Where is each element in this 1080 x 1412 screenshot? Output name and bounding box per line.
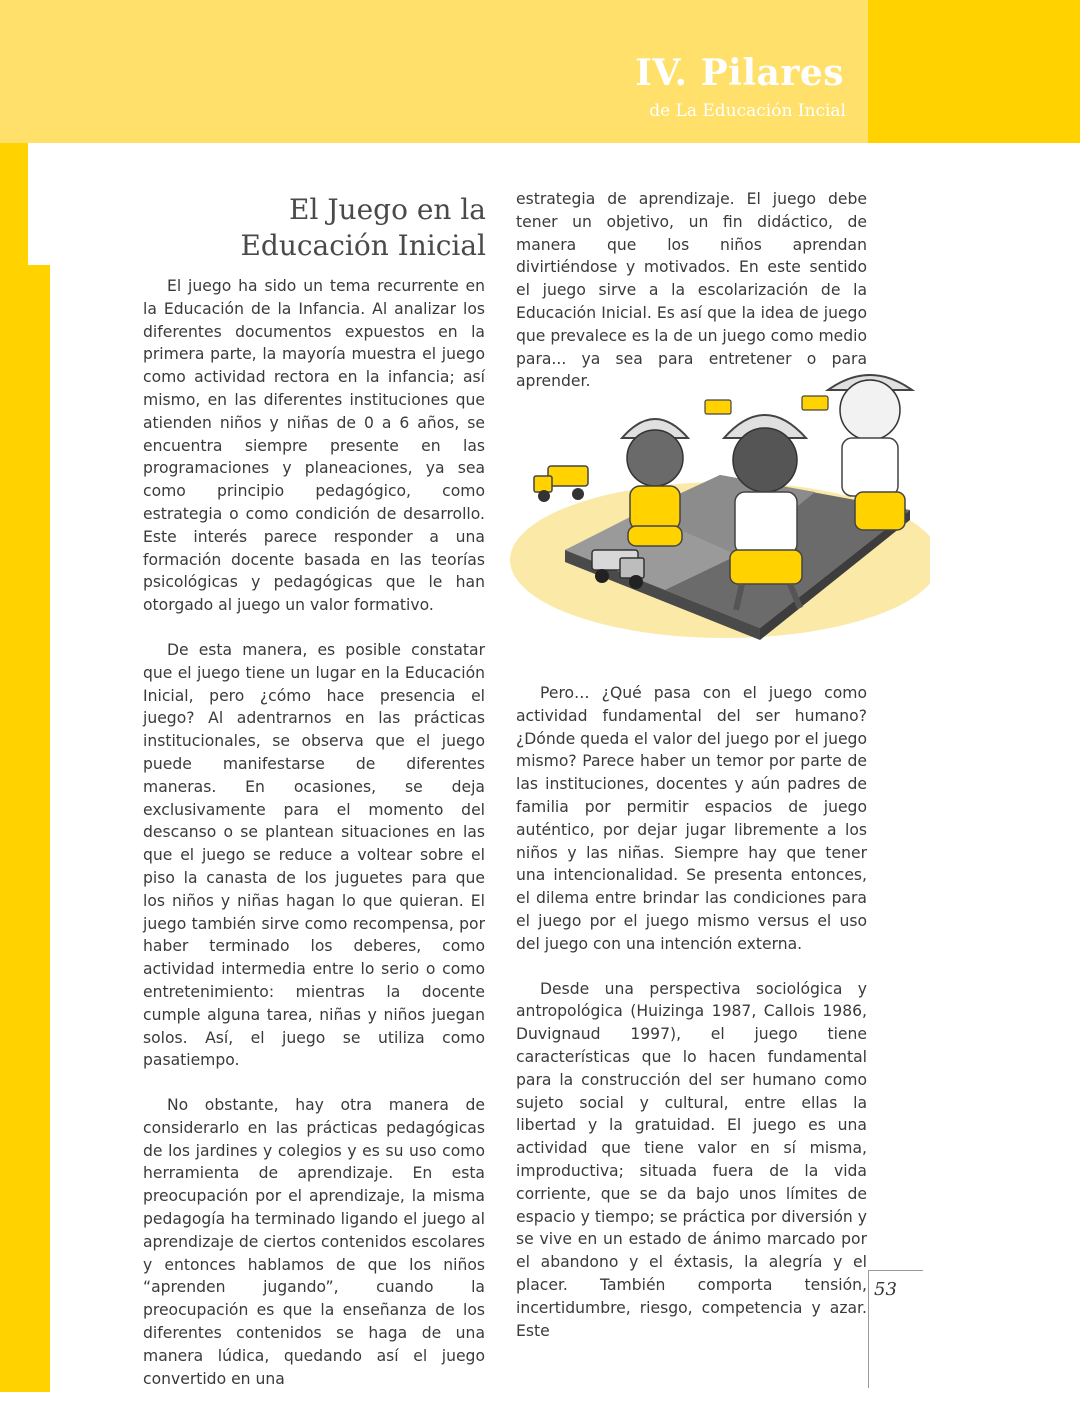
- margin-notch: [28, 143, 50, 265]
- right-column-bottom: [516, 682, 867, 1364]
- header-corner-block: [868, 0, 1080, 143]
- paragraph: El juego ha sido un tema recurrente en la Educación de la Infancia. Al analizar los diferentes documentos expuestos en la primera parte, la mayoría muestra el juego como actividad rectora en la infancia; así mismo, en las diferentes instituciones que atienden niños y niñas de 0 a 6 años, se encuentra siempre presente en las programaciones y planeaciones, ya sea como principio pedagógico, como estrategia o como condición de desarrollo. Este interés parece responder a una formación docente basada en las teorías psicológicas y pedagógicas que le han otorgado al juego un valor formativo.: [143, 277, 485, 615]
- chapter-title: IV. Pilares: [635, 52, 844, 94]
- page-number-rule-horizontal: [868, 1270, 923, 1271]
- paragraph: No obstante, hay otra manera de considerarlo en las prácticas pedagógicas de los jardines y colegios y es su uso como herramienta de aprendizaje. En esta preocupación por el aprendizaje, la misma pedagogía ha terminado ligando el juego al aprendizaje de ciertos contenidos escolares y entonces hablamos de que los niños “aprenden jugando”, cuando la preocupación es que la enseñanza de los diferentes contenidos se haga de una manera lúdica, quedando así el juego convertido en una: [143, 1096, 485, 1388]
- page-number-rule-vertical: [868, 1270, 869, 1388]
- child-left: [622, 419, 688, 546]
- section-title-line1: El Juego en la: [289, 193, 486, 226]
- toy-truck-held: [705, 396, 828, 414]
- toy-truck-left: [534, 466, 588, 502]
- section-title: [143, 192, 486, 264]
- paragraph: De esta manera, es posible constatar que el juego tiene un lugar en la Educación Inicial, pero ¿cómo hace presencia el juego? Al adentrarnos en las prácticas institucionales, se observa que el juego puede manifestarse de diferentes maneras. En ocasiones, se deja exclusivamente para el momento del descanso o se plantean situaciones en las que el juego se reduce a voltear sobre el piso la canasta de los juguetes para que los niños y niñas hagan lo que quieran. El juego también sirve como recompensa, por haber terminado los deberes, como actividad intermedia entre lo serio o como entretenimiento: mientras la docente cumple alguna tarea, niñas y niños juegan solos. Así, el juego se utiliza como pasatiempo.: [143, 640, 485, 1070]
- paragraph: Pero… ¿Qué pasa con el juego como actividad fundamental del ser humano? ¿Dónde queda el valor del juego por el juego mismo? Parece haber un temor por parte de las instituciones, docentes y aún padres de familia por permitir espacios de juego auténtico, por dejar jugar libremente a los niños y las niñas. Siempre hay que tener una intencionalidad. Se presenta entonces, el dilema entre brindar las condiciones para el juego por el juego mismo versus el uso del juego con una intención externa.: [516, 684, 867, 953]
- paragraph: estrategia de aprendizaje. El juego debe tener un objetivo, un fin didáctico, de manera que los niños aprendan divirtiéndose y motivados. En este sentido el juego sirve a la escolarización de la Educación Inicial. Es así que la idea de juego que prevalece es la de un juego como medio para... ya sea para entretener o para aprender.: [516, 190, 867, 391]
- page-number: 53: [874, 1279, 897, 1300]
- section-title-line2: Educación Inicial: [240, 229, 486, 262]
- children-playing-illustration: [510, 360, 930, 650]
- child-center: [724, 415, 806, 610]
- chapter-subtitle: de La Educación Incial: [649, 101, 846, 121]
- left-column: [143, 275, 485, 1412]
- paragraph: Desde una perspectiva sociológica y antropológica (Huizinga 1987, Callois 1986, Duvignaud 1997), el juego tiene características que lo hacen fundamental para la construcción del ser humano como sujeto social y cultural, entre ellas la libertad y la gratuidad. El juego es una actividad que tiene valor en sí misma, improductiva; situada fuera de la vida corriente, que se da bajo unos límites de espacio y tiempo; se práctica por diversión y se vive en un estado de ánimo marcado por el abandono y el éxtasis, la alegría y el placer. También comporta tensión, incertidumbre, riesgo, competencia y azar. Este: [516, 979, 867, 1340]
